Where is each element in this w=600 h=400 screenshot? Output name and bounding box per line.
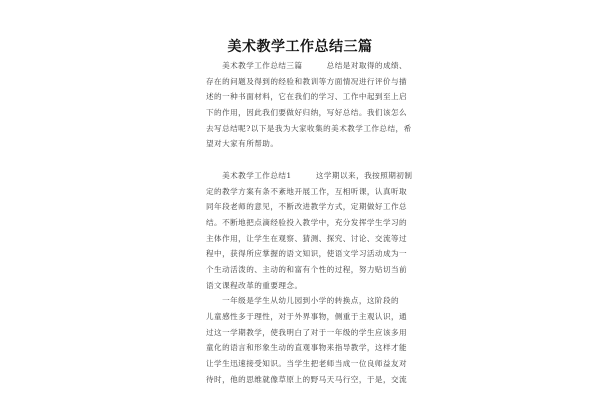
text-line: 让学生迅速接受知识。当学生把老师当成一位良师益友对 xyxy=(206,359,408,369)
text-line: 望对大家有所帮助。 xyxy=(206,139,279,149)
text-line: 童化的语言和形象生动的直观事物来指导教学，这样才能 xyxy=(206,343,408,353)
text-line: 下的作用，因此我们要做好归纳，写好总结。我们该怎么 xyxy=(206,108,408,118)
text-line: 程中，获得所应掌握的语文知识，使语文学习活动成为一 xyxy=(206,249,408,259)
text-line: 美术教学工作总结1 这学期以来，我按照期初制 xyxy=(206,170,413,180)
section-1-paragraph xyxy=(206,168,414,294)
paragraph-gap xyxy=(206,152,414,168)
text-line: 主体作用，让学生在观察、猜测、探究、讨论、交流等过 xyxy=(206,233,408,243)
text-line: 待时，他的思维就像草原上的野马天马行空，于是，交流 xyxy=(206,374,408,384)
text-line: 述的一种书面材料，它在我们的学习、工作中起到至上启 xyxy=(206,92,408,102)
text-line: 同年段老师的意见，不断改进教学方式，定期做好工作总 xyxy=(206,202,408,212)
text-line: 存在的问题及得到的经验和教训等方面情况进行评价与描 xyxy=(206,76,408,86)
document-body xyxy=(206,58,414,387)
text-line: 定的教学方案有条不紊地开展工作，互相听课，认真听取 xyxy=(206,186,408,196)
text-line: 去写总结呢?以下是我为大家收集的美术教学工作总结，希 xyxy=(206,123,412,133)
text-line: 一年级是学生从幼儿园到小学的转换点，这阶段的 xyxy=(206,296,400,306)
section-2-paragraph xyxy=(206,293,414,387)
text-line: 美术教学工作总结三篇 总结是对取得的成绩、 xyxy=(206,61,408,70)
intro-paragraph xyxy=(206,58,414,152)
text-line: 儿童感性多于理性，对于外界事物，侧重于主观认识，通 xyxy=(206,312,408,321)
text-line: 个生动活泼的、主动的和富有个性的过程，努力贴切当前 xyxy=(206,264,408,274)
text-line: 结。不断地把点滴经验投入教学中，充分发挥学生学习的 xyxy=(206,217,408,227)
text-line: 语文课程改革的重要理念。 xyxy=(206,280,303,290)
text-line: 过这一学期教学，使我明白了对于一年级的学生应该多用 xyxy=(206,327,408,337)
document-title: 美术教学工作总结三篇 xyxy=(227,39,373,55)
